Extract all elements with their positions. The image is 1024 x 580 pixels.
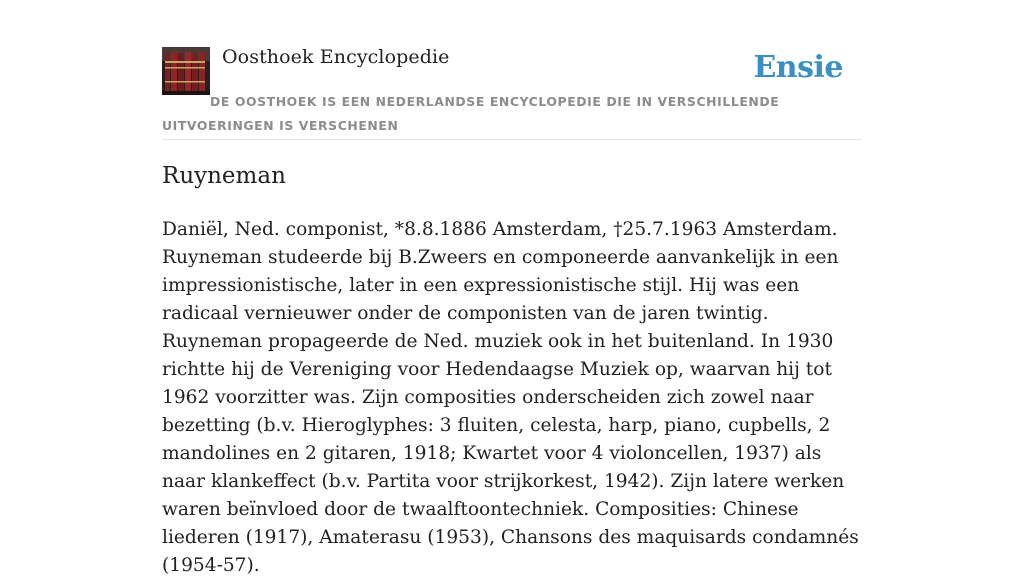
article-title: Ruyneman xyxy=(162,163,286,189)
brand-logo[interactable]: Ensie xyxy=(753,50,843,85)
site-title[interactable]: Oosthoek Encyclopedie xyxy=(222,46,450,68)
content-container xyxy=(162,40,862,576)
encyclopedia-books-icon xyxy=(162,47,210,95)
article-body: Daniël, Ned. componist, *8.8.1886 Amsterdam, †25.7.1963 Amsterdam. Ruyneman studeerde bij B.Zweers en componeerde aanvankelijk in een impressionistische, later in een expressionistische stijl. Hij was een radicaal vernieuwer onder de componisten van de jaren twintig. Ruyneman propageerde de Ned. muziek ook in het buitenland. In 1930 richtte hij de Vereniging voor Hedendaagse Muziek op, waarvan hij tot 1962 voorzitter was. Zijn composities onderscheiden zich zowel naar bezetting (b.v. Hieroglyphes: 3 fluiten, celesta, harp, piano, cupbells, 2 mandolines en 2 gitaren, 1918; Kwartet voor 4 violoncellen, 1937) als naar klankeffect (b.v. Partita voor strijkorkest, 1942). Zijn latere werken waren beïnvloed door de twaalftoontechniek. Composities: Chinese liederen (1917), Amaterasu (1953), Chansons des maquisards condamnés (1954-57). xyxy=(162,219,859,576)
site-avatar[interactable] xyxy=(162,47,210,95)
site-tagline: DE OOSTHOEK IS EEN NEDERLANDSE ENCYCLOPEDIE DIE IN VERSCHILLENDE UITVOERINGEN IS VERSCHENEN xyxy=(162,94,780,133)
site-header xyxy=(162,40,862,140)
